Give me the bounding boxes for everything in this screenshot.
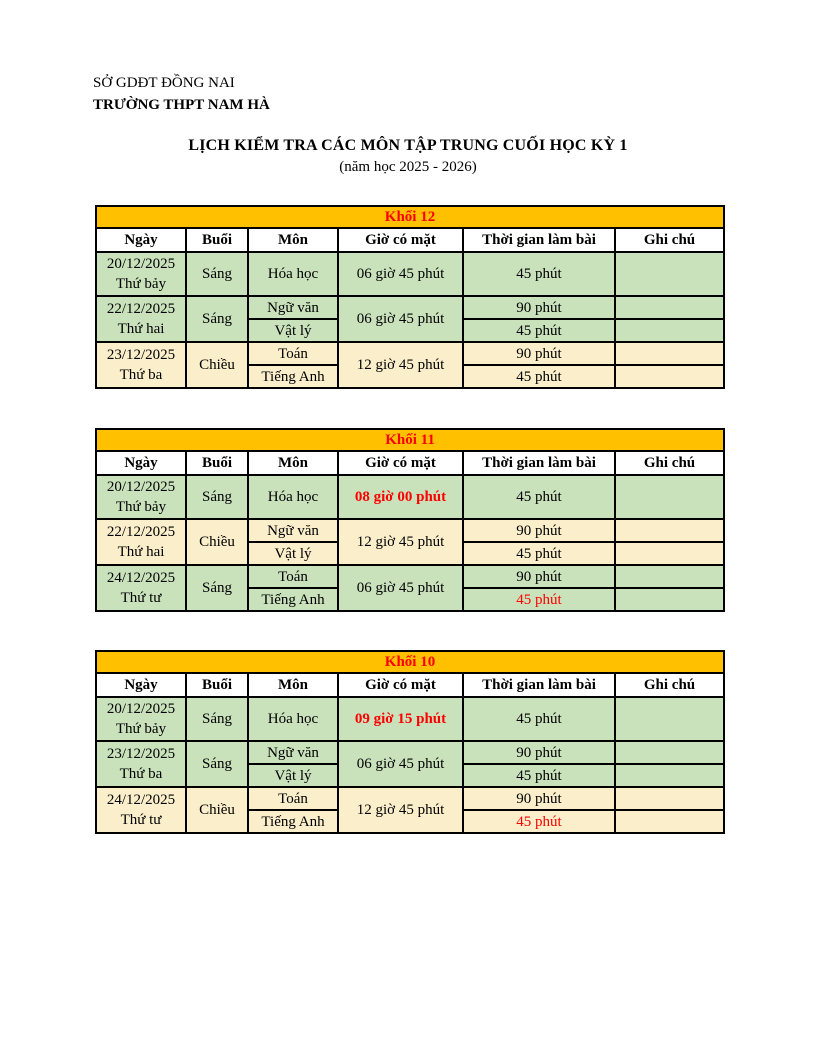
column-header: Ngày bbox=[96, 673, 186, 697]
schedule-tables bbox=[95, 205, 723, 845]
table-row bbox=[96, 475, 724, 519]
note-cell bbox=[615, 475, 724, 519]
time-cell: 12 giờ 45 phút bbox=[338, 519, 463, 565]
session-cell: Sáng bbox=[186, 296, 248, 342]
page-title: LỊCH KIỂM TRA CÁC MÔN TẬP TRUNG CUỐI HỌC KỲ 1 bbox=[188, 137, 628, 154]
duration-cell: 45 phút bbox=[463, 810, 615, 833]
subject-cell: Tiếng Anh bbox=[248, 810, 338, 833]
date-cell bbox=[96, 565, 186, 611]
note-cell bbox=[615, 764, 724, 787]
note-cell bbox=[615, 697, 724, 741]
duration-cell: 90 phút bbox=[463, 342, 615, 365]
duration-cell: 45 phút bbox=[463, 542, 615, 565]
column-header: Giờ có mặt bbox=[338, 228, 463, 252]
subject-cell: Vật lý bbox=[248, 542, 338, 565]
note-cell bbox=[615, 588, 724, 611]
duration-cell: 45 phút bbox=[463, 764, 615, 787]
table-title: Khối 10 bbox=[96, 651, 724, 673]
subject-cell: Tiếng Anh bbox=[248, 588, 338, 611]
session-cell: Chiều bbox=[186, 342, 248, 388]
duration-cell: 45 phút bbox=[463, 252, 615, 296]
schedule-table-khoi-11 bbox=[95, 428, 725, 612]
date-text: 20/12/2025 bbox=[106, 256, 176, 272]
note-cell bbox=[615, 365, 724, 388]
duration-cell: 90 phút bbox=[463, 787, 615, 810]
column-header: Ghi chú bbox=[615, 451, 724, 475]
note-cell bbox=[615, 342, 724, 365]
column-header: Thời gian làm bài bbox=[463, 673, 615, 697]
session-cell: Sáng bbox=[186, 697, 248, 741]
page-subtitle: (năm học 2025 - 2026) bbox=[339, 159, 477, 175]
note-cell bbox=[615, 296, 724, 319]
session-cell: Chiều bbox=[186, 787, 248, 833]
table-title: Khối 11 bbox=[96, 429, 724, 451]
date-text: 22/12/2025 bbox=[106, 301, 176, 317]
session-cell: Sáng bbox=[186, 252, 248, 296]
subject-cell: Toán bbox=[248, 342, 338, 365]
note-cell bbox=[615, 542, 724, 565]
date-text: 24/12/2025 bbox=[106, 570, 176, 586]
date-cell bbox=[96, 519, 186, 565]
time-cell: 08 giờ 00 phút bbox=[338, 475, 463, 519]
session-cell: Chiều bbox=[186, 519, 248, 565]
time-cell: 09 giờ 15 phút bbox=[338, 697, 463, 741]
weekday-text: Thứ tư bbox=[120, 812, 162, 828]
column-header: Môn bbox=[248, 228, 338, 252]
note-cell bbox=[615, 741, 724, 764]
org-school: TRƯỜNG THPT NAM HÀ bbox=[93, 97, 270, 113]
subject-cell: Hóa học bbox=[248, 697, 338, 741]
time-cell: 06 giờ 45 phút bbox=[338, 565, 463, 611]
column-header: Thời gian làm bài bbox=[463, 228, 615, 252]
subject-cell: Ngữ văn bbox=[248, 296, 338, 319]
note-cell bbox=[615, 810, 724, 833]
column-header: Môn bbox=[248, 673, 338, 697]
date-text: 24/12/2025 bbox=[106, 792, 176, 808]
duration-cell: 90 phút bbox=[463, 519, 615, 542]
table-row bbox=[96, 787, 724, 810]
session-cell: Sáng bbox=[186, 741, 248, 787]
column-header: Buổi bbox=[186, 451, 248, 475]
note-cell bbox=[615, 252, 724, 296]
subject-cell: Toán bbox=[248, 787, 338, 810]
column-header: Ghi chú bbox=[615, 228, 724, 252]
weekday-text: Thứ ba bbox=[119, 367, 163, 383]
date-cell bbox=[96, 296, 186, 342]
subject-cell: Ngữ văn bbox=[248, 519, 338, 542]
duration-cell: 45 phút bbox=[463, 319, 615, 342]
org-header bbox=[93, 72, 270, 116]
table-row bbox=[96, 252, 724, 296]
weekday-text: Thứ bảy bbox=[115, 721, 167, 737]
note-cell bbox=[615, 519, 724, 542]
subject-cell: Vật lý bbox=[248, 319, 338, 342]
table-row bbox=[96, 296, 724, 319]
column-header: Buổi bbox=[186, 228, 248, 252]
table-row bbox=[96, 565, 724, 588]
date-cell bbox=[96, 252, 186, 296]
date-text: 23/12/2025 bbox=[106, 347, 176, 363]
subject-cell: Vật lý bbox=[248, 764, 338, 787]
table-row bbox=[96, 342, 724, 365]
table-row bbox=[96, 741, 724, 764]
column-header: Thời gian làm bài bbox=[463, 451, 615, 475]
note-cell bbox=[615, 565, 724, 588]
session-cell: Sáng bbox=[186, 565, 248, 611]
time-cell: 12 giờ 45 phút bbox=[338, 787, 463, 833]
duration-cell: 45 phút bbox=[463, 697, 615, 741]
column-header: Giờ có mặt bbox=[338, 673, 463, 697]
date-text: 20/12/2025 bbox=[106, 701, 176, 717]
column-header: Buổi bbox=[186, 673, 248, 697]
date-cell bbox=[96, 741, 186, 787]
column-header: Giờ có mặt bbox=[338, 451, 463, 475]
subject-cell: Tiếng Anh bbox=[248, 365, 338, 388]
date-cell bbox=[96, 697, 186, 741]
weekday-text: Thứ hai bbox=[117, 321, 165, 337]
note-cell bbox=[615, 787, 724, 810]
time-cell: 06 giờ 45 phút bbox=[338, 252, 463, 296]
date-cell bbox=[96, 475, 186, 519]
weekday-text: Thứ bảy bbox=[115, 276, 167, 292]
org-department: SỞ GDĐT ĐỒNG NAI bbox=[93, 75, 235, 91]
date-text: 22/12/2025 bbox=[106, 524, 176, 540]
time-cell: 12 giờ 45 phút bbox=[338, 342, 463, 388]
date-text: 20/12/2025 bbox=[106, 479, 176, 495]
duration-cell: 45 phút bbox=[463, 475, 615, 519]
subject-cell: Hóa học bbox=[248, 475, 338, 519]
duration-cell: 45 phút bbox=[463, 365, 615, 388]
date-cell bbox=[96, 342, 186, 388]
duration-cell: 90 phút bbox=[463, 565, 615, 588]
subject-cell: Hóa học bbox=[248, 252, 338, 296]
schedule-table-khoi-10 bbox=[95, 650, 725, 834]
session-cell: Sáng bbox=[186, 475, 248, 519]
duration-cell: 90 phút bbox=[463, 741, 615, 764]
column-header: Ngày bbox=[96, 228, 186, 252]
weekday-text: Thứ bảy bbox=[115, 499, 167, 515]
subject-cell: Toán bbox=[248, 565, 338, 588]
time-cell: 06 giờ 45 phút bbox=[338, 741, 463, 787]
duration-cell: 45 phút bbox=[463, 588, 615, 611]
weekday-text: Thứ ba bbox=[119, 766, 163, 782]
subject-cell: Ngữ văn bbox=[248, 741, 338, 764]
column-header: Ngày bbox=[96, 451, 186, 475]
table-row bbox=[96, 519, 724, 542]
duration-cell: 90 phút bbox=[463, 296, 615, 319]
weekday-text: Thứ tư bbox=[120, 590, 162, 606]
schedule-table-khoi-12 bbox=[95, 205, 725, 389]
date-cell bbox=[96, 787, 186, 833]
weekday-text: Thứ hai bbox=[117, 544, 165, 560]
time-cell: 06 giờ 45 phút bbox=[338, 296, 463, 342]
note-cell bbox=[615, 319, 724, 342]
table-row bbox=[96, 697, 724, 741]
date-text: 23/12/2025 bbox=[106, 746, 176, 762]
column-header: Môn bbox=[248, 451, 338, 475]
table-title: Khối 12 bbox=[96, 206, 724, 228]
column-header: Ghi chú bbox=[615, 673, 724, 697]
